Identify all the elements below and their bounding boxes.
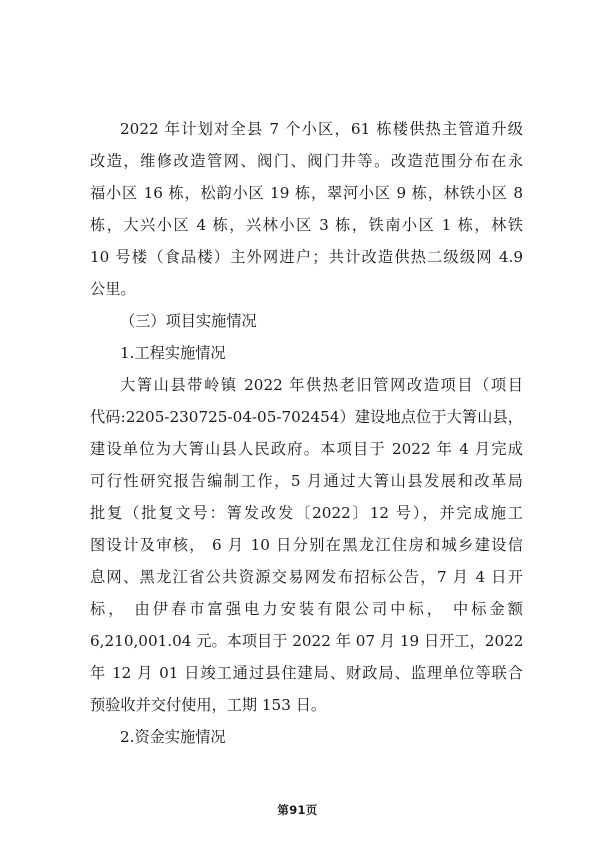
paragraph-line: 年 12 月 01 日竣工通过县住建局、财政局、监理单位等联合 [90,664,523,682]
paragraph-line: 福小区 16 栋，松韵小区 19 栋，翠河小区 9 栋，林铁小区 8 [90,184,523,202]
subsection-heading: 2.资金实施情况 [120,728,226,746]
section-heading: （三）项目实施情况 [120,312,257,330]
paragraph-line: 标， 由伊春市富强电力安装有限公司中标， 中标金额 [90,600,523,618]
paragraph-line: 公里。 [90,280,136,298]
paragraph-line: 建设单位为大箐山县人民政府。本项目于 2022 年 4 月完成 [90,440,523,458]
paragraph-line: 息网、黑龙江省公共资源交易网发布招标公告，7 月 4 日开 [90,568,523,586]
paragraph-line: 10 号楼（食品楼）主外网进户；共计改造供热二级级网 4.9 [90,248,523,266]
paragraph-line: 代码:2205-230725-04-05-702454）建设地点位于大箐山县， [90,408,523,426]
paragraph-line: 6,210,001.04 元。本项目于 2022 年 07 月 19 日开工，2022 [90,632,524,650]
page-number: 第91页 [277,803,318,817]
paragraph-line: 预验收并交付使用，工期 153 日。 [90,696,327,714]
subsection-heading: 1.工程实施情况 [120,344,226,362]
paragraph-line: 可行性研究报告编制工作，5 月通过大箐山县发展和改革局 [90,472,523,490]
paragraph-line: 图设计及审核， 6 月 10 日分别在黑龙江住房和城乡建设信 [90,536,523,554]
paragraph-line: 批复（批复文号：箐发改发〔2022〕12 号），并完成施工 [90,504,523,522]
paragraph-line: 改造，维修改造管网、阀门、阀门井等。改造范围分布在永 [90,152,523,170]
paragraph-line: 大箐山县带岭镇 2022 年供热老旧管网改造项目（项目 [120,376,523,394]
paragraph-line: 2022 年计划对全县 7 个小区，61 栋楼供热主管道升级 [120,120,523,138]
paragraph-line: 栋，大兴小区 4 栋，兴林小区 3 栋，铁南小区 1 栋，林铁 [90,216,523,234]
